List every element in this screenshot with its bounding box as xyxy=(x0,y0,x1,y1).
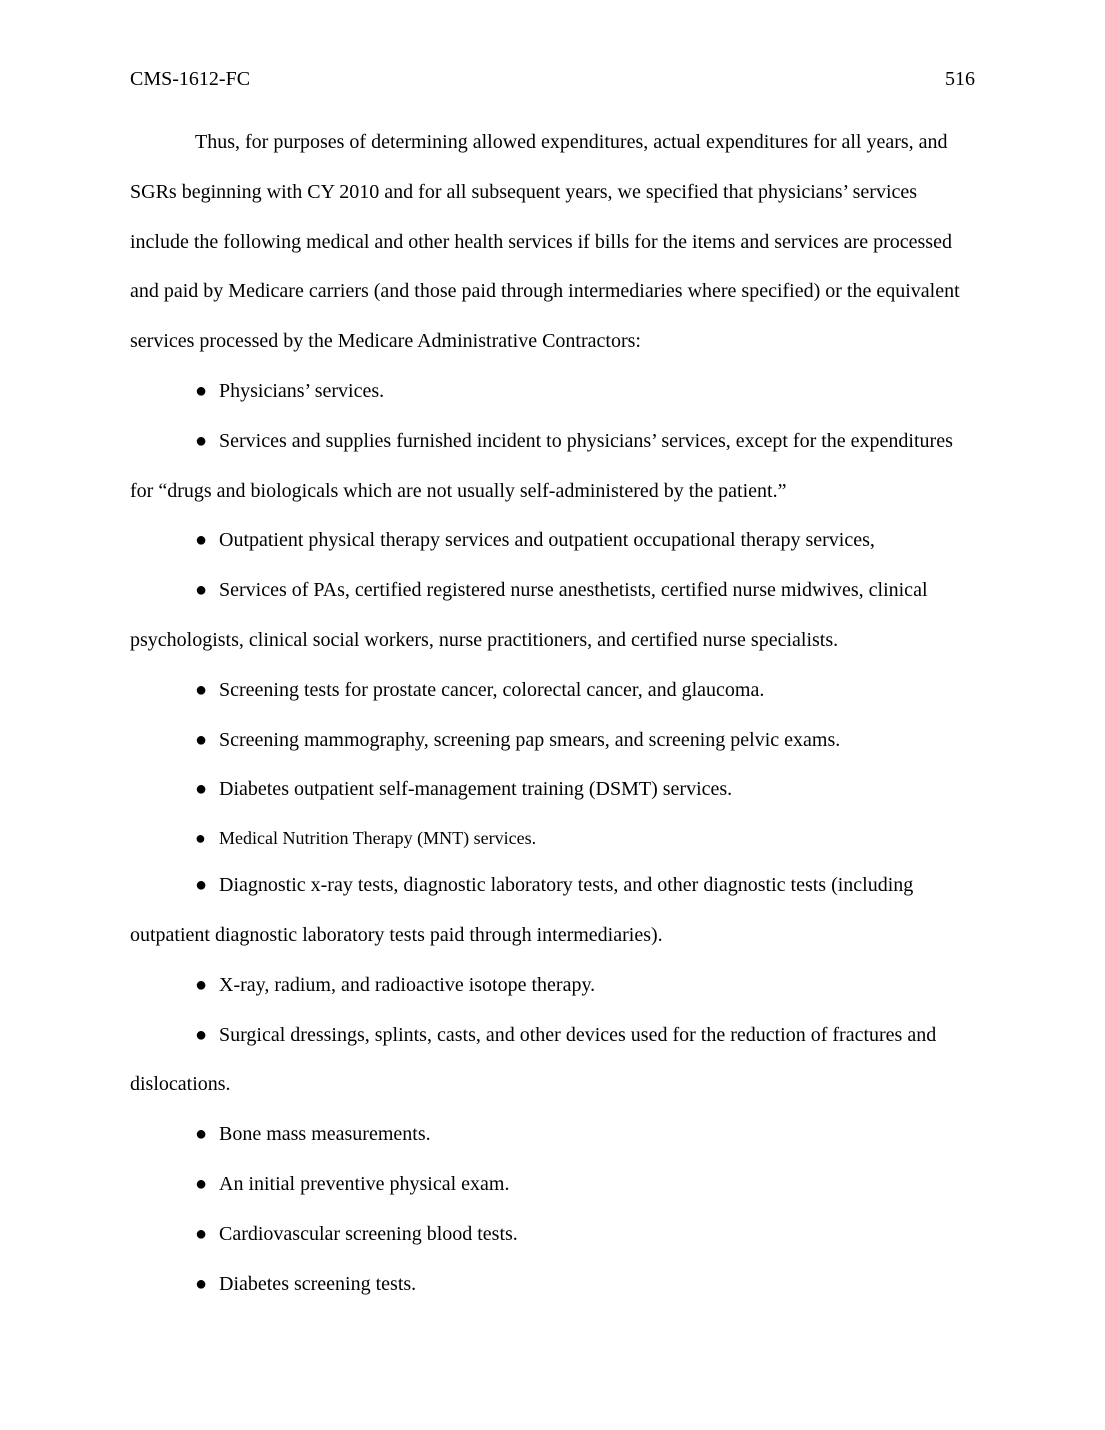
list-item-text: Diabetes screening tests. xyxy=(219,1272,417,1295)
list-item xyxy=(130,516,975,566)
list-item xyxy=(130,566,975,666)
list-item xyxy=(130,716,975,766)
list-item-text: Services of PAs, certified registered nurse anesthetists, certified nurse midwives, clinical psychologists, clinical social workers, nurse practitioners, and certified nurse specialists. xyxy=(130,579,928,651)
list-item-text: Services and supplies furnished incident to physicians’ services, except for the expenditures for “drugs and biologicals which are not usually self-administered by the patient.” xyxy=(130,429,953,502)
list-item xyxy=(130,367,975,417)
bullet-icon: ● xyxy=(195,973,208,996)
intro-paragraph: Thus, for purposes of determining allowed expenditures, actual expenditures for all years, and SGRs beginning with CY 2010 and for all subsequent years, we specified that physicians’ services include the following medical and other health services if bills for the items and services are processed and paid by Medicare carriers (and those paid through intermediaries where specified) or the equivalent services processed by the Medicare Administrative Contractors: xyxy=(130,131,960,353)
bullet-icon: ● xyxy=(195,579,208,602)
list-item-text: Diabetes outpatient self-management training (DSMT) services. xyxy=(219,778,733,801)
list-item-text: Diagnostic x-ray tests, diagnostic laboratory tests, and other diagnostic tests (including outpatient diagnostic laboratory tests paid through intermediaries). xyxy=(130,874,914,946)
bullet-icon: ● xyxy=(195,874,208,897)
list-item xyxy=(130,417,975,517)
list-item xyxy=(130,1110,975,1160)
list-item-text: Outpatient physical therapy services and outpatient occupational therapy services, xyxy=(219,529,875,552)
list-item-text: Cardiovascular screening blood tests. xyxy=(219,1222,518,1245)
bullet-icon: ● xyxy=(195,379,208,402)
list-item-text: Physicians’ services. xyxy=(219,379,385,402)
list-item-text: Bone mass measurements. xyxy=(219,1123,431,1146)
list-item xyxy=(130,666,975,716)
list-item-text: Surgical dressings, splints, casts, and other devices used for the reduction of fractures and dislocations. xyxy=(130,1023,937,1096)
bullet-icon: ● xyxy=(195,778,208,801)
bullet-icon: ● xyxy=(195,1272,208,1295)
list-item xyxy=(130,1260,975,1310)
list-item xyxy=(130,765,975,815)
bullet-icon: ● xyxy=(195,828,206,849)
list-item-text: Screening tests for prostate cancer, colorectal cancer, and glaucoma. xyxy=(219,678,765,701)
bullet-icon: ● xyxy=(195,1172,208,1195)
list-item xyxy=(130,1210,975,1260)
list-item xyxy=(130,815,975,861)
bullet-icon: ● xyxy=(195,1023,208,1046)
list-item-text: X-ray, radium, and radioactive isotope therapy. xyxy=(219,973,596,996)
bullet-icon: ● xyxy=(195,529,208,552)
body-text xyxy=(130,118,975,1309)
bullet-icon: ● xyxy=(195,429,208,452)
document-id: CMS-1612-FC xyxy=(130,68,251,90)
bullet-icon: ● xyxy=(195,1222,208,1245)
page-number: 516 xyxy=(945,68,975,90)
list-item xyxy=(130,861,975,961)
list-item-text: An initial preventive physical exam. xyxy=(219,1172,510,1195)
list-item xyxy=(130,961,975,1011)
bullet-icon: ● xyxy=(195,1123,208,1146)
bullet-icon: ● xyxy=(195,678,208,701)
list-item xyxy=(130,1011,975,1111)
bullet-icon: ● xyxy=(195,728,208,751)
list-item xyxy=(130,1160,975,1210)
list-item-text: Medical Nutrition Therapy (MNT) services. xyxy=(219,828,537,849)
list-item-text: Screening mammography, screening pap smears, and screening pelvic exams. xyxy=(219,728,841,751)
